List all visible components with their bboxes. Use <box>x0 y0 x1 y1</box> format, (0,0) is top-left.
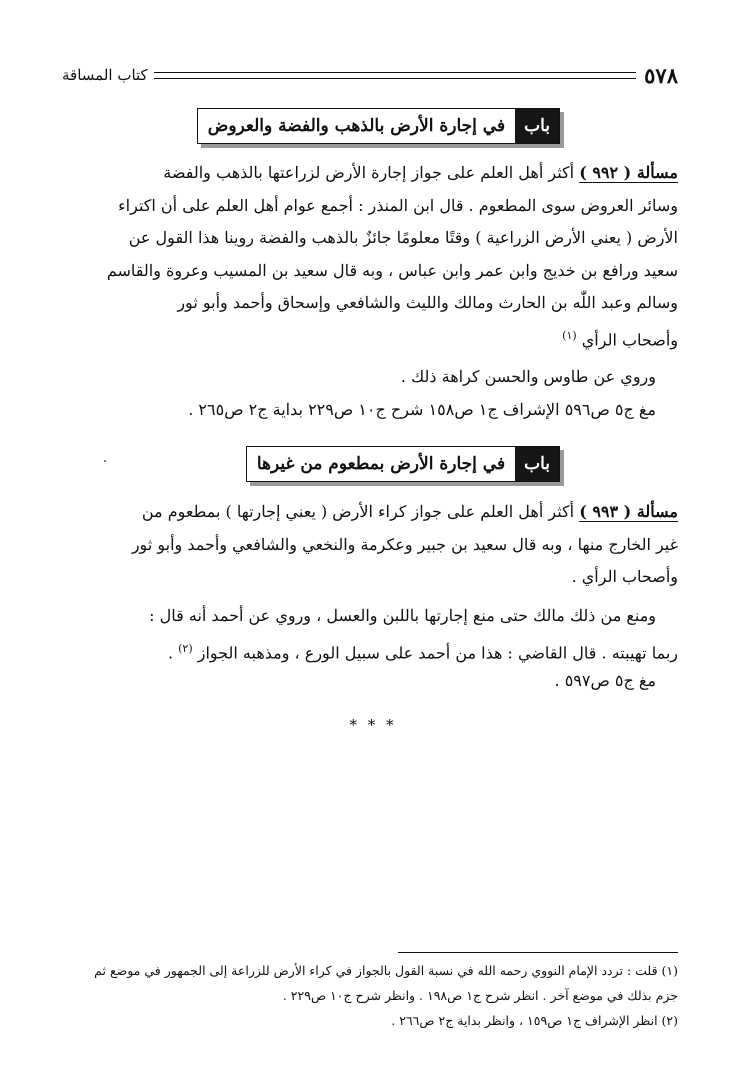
footnote-ref-1: (١) <box>562 328 577 342</box>
text-line: سعيد ورافع بن خديج وابن عمر وابن عباس ، وبه قال سعيد بن المسيب وعروة والقاسم <box>106 260 678 280</box>
running-header <box>62 60 678 90</box>
text-line: وسالم وعبد اللّٰه بن الحارث ومالك والليث والشافعي وإسحاق وأحمد وأبو ثور <box>177 293 678 312</box>
section-heading-2 <box>246 446 560 482</box>
print-speck <box>104 460 106 462</box>
text-line: وروي عن طاوس والحسن كراهة ذلك . <box>400 367 656 386</box>
text-line: ومنع من ذلك مالك حتى منع إجارتها باللبن والعسل ، وروي عن أحمد أنه قال : <box>149 606 656 625</box>
text-line: وأصحاب الرأي . <box>571 567 678 586</box>
section-para-2 <box>64 600 678 698</box>
text-span: أكثر أهل العلم على جواز إجارة الأرض لزراعتها بالذهب والفضة <box>163 163 575 182</box>
text-line: غير الخارج منها ، وبه قال سعيد بن جبير وعكرمة والنخعي والشافعي وأحمد وأبو ثور <box>131 534 678 554</box>
page-number: ٥٧٨ <box>644 62 678 88</box>
text-line <box>64 320 678 353</box>
section-tag: باب <box>515 447 559 481</box>
reference-line: مغ ج٥ ص٥٩٧ . <box>554 671 656 690</box>
section-body-1 <box>64 157 678 352</box>
footnote-rule <box>398 952 678 953</box>
section-body-2 <box>64 496 678 594</box>
text-line <box>64 633 678 666</box>
section-title: في إجارة الأرض بالذهب والفضة والعروض <box>207 116 506 136</box>
section-extra-1 <box>64 361 678 426</box>
section-heading-1 <box>197 108 560 144</box>
book-title: كتاب المساقة <box>62 66 148 84</box>
footnote-line: (١) قلت : تردد الإمام النووي رحمه الله في نسبة القول بالجواز في كراء الأرض للزراعة إلى الجمهور في موضع ثم <box>94 963 678 978</box>
footnote-line: (٢) انظر الإشراف ج١ ص١٥٩ ، وانظر بداية ج٢ ص٢٦٦ . <box>391 1013 678 1028</box>
text-line <box>64 157 678 190</box>
text-span: . <box>167 642 179 662</box>
footnote-line: جزم بذلك في موضع آخر . انظر شرح ج١ ص١٩٨ . وانظر شرح ج١٠ ص٢٢٩ . <box>282 988 678 1003</box>
text-line: الأرض ( يعني الأرض الزراعية ) وقتًا معلومًا جائزٌ بالذهب والفضة روينا هذا القول عن <box>128 228 678 247</box>
issue-label: مسألة ( ٩٩٣ ) <box>579 502 678 521</box>
section-separator: * * * <box>349 716 397 734</box>
footnotes <box>64 958 678 1033</box>
text-span: أكثر أهل العلم على جواز كراء الأرض ( يعني إجارتها ) بمطعوم من <box>141 502 575 521</box>
issue-label: مسألة ( ٩٩٢ ) <box>579 163 678 182</box>
text-line <box>64 496 678 529</box>
header-rule <box>154 72 636 79</box>
text-span: وأصحاب الرأي <box>581 329 678 349</box>
section-title: في إجارة الأرض بمطعوم من غيرها <box>256 454 506 474</box>
section-tag: باب <box>515 109 559 143</box>
text-span: ربما تهيبته . قال القاضي : هذا من أحمد على سبيل الورع ، ومذهبه الجواز <box>197 642 678 662</box>
text-line: وسائر العروض سوى المطعوم . قال ابن المنذر : أجمع عوام أهل العلم على أن اكتراء <box>118 195 678 215</box>
footnote-ref-2: (٢) <box>178 641 193 655</box>
reference-line: مغ ج٥ ص٥٩٦ الإشراف ج١ ص١٥٨ شرح ج١٠ ص٢٢٩ بداية ج٢ ص٢٦٥ . <box>188 399 656 419</box>
